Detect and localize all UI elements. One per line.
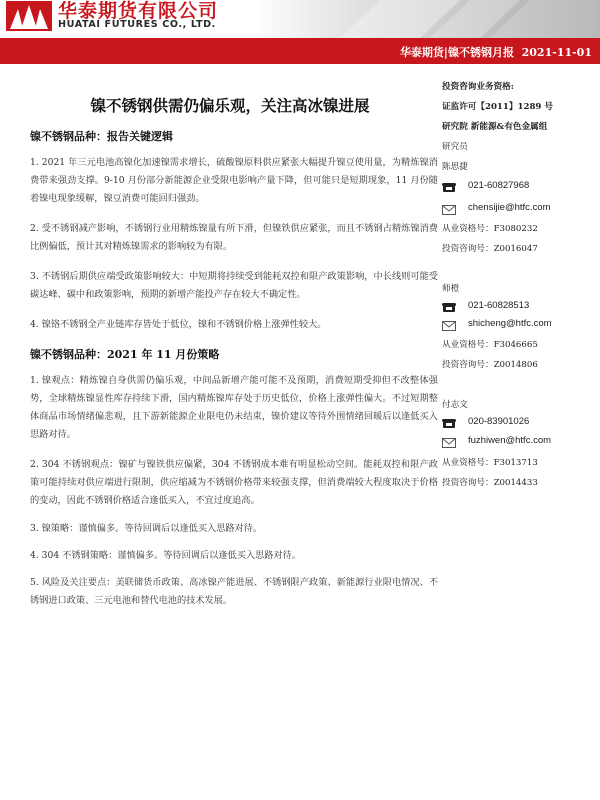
strategy-paragraph-2: 2. 304 不锈钢观点：镍矿与镍铁供应偏紧，304 不锈钢成本难有明显松动空间。能耗双控和限产政策可能持续对供应端进行限制，供应缩减为不锈钢价格带来较强支撑，但消费端较大程度取决于价格的变动，因此不锈钢价格适合逢低买入，不宜过度追高。 xyxy=(30,459,438,506)
department: 研究院 新能源&有色金属组 xyxy=(442,122,548,132)
logic-paragraph-1: 1. 2021 年三元电池高镍化加速镍需求增长，硫酸镍原料供应紧张大幅提升镍豆使用量，为精炼镍消费带来强劲支撑。9-10 月份部分新能源企业受限电影响产量下降，但可能只是短期现象，11 月份随着镍电现象缓解，镍豆消费可能回归强劲。 xyxy=(30,157,438,204)
analyst-email[interactable]: fuzhiwen@htfc.com xyxy=(468,435,552,446)
logic-paragraph-4: 4. 镍铬不锈钢全产业链库存皆处于低位，镍和不锈钢价格上涨弹性较大。 xyxy=(30,319,327,330)
analyst-email[interactable]: chensijie@htfc.com xyxy=(468,202,551,213)
company-name-cn: 华泰期货有限公司 xyxy=(58,0,219,22)
header-decoration xyxy=(320,0,600,38)
analyst-name: 师橙 xyxy=(442,284,460,294)
analyst-phone: 021-60828513 xyxy=(468,300,530,311)
researcher-role: 研究员 xyxy=(442,142,468,152)
strategy-paragraph-5: 5. 风险及关注要点：美联储货币政策、高冰镍产能进展、不锈钢限产政策、新能源行业限电情况、不锈钢进口政策、三元电池和替代电池的技术发展。 xyxy=(30,577,438,606)
qualification-title: 投资咨询业务资格: xyxy=(442,82,514,92)
analyst-consult-number: 投资咨询号：Z0016047 xyxy=(442,244,538,254)
logic-paragraph-3: 3. 不锈钢后期供应端受政策影响较大：中短期将持续受到能耗双控和限产政策影响，中长线则可能受碳达峰、碳中和政策影响，预期的新增产能投产存在较大不确定性。 xyxy=(30,271,438,300)
analyst-consult-number: 投资咨询号：Z0014806 xyxy=(442,360,538,370)
analyst-email[interactable]: shicheng@htfc.com xyxy=(468,318,552,329)
envelope-icon xyxy=(442,321,456,331)
band-series: 华泰期货|镍不锈钢月报 xyxy=(399,46,514,59)
phone-icon xyxy=(442,183,456,193)
envelope-icon xyxy=(442,205,456,215)
phone-icon xyxy=(442,303,456,313)
license-number: 证监许可【2011】1289 号 xyxy=(442,102,553,112)
analyst-name: 陈思捷 xyxy=(442,162,468,172)
band-label xyxy=(400,44,592,60)
report-header xyxy=(0,0,600,38)
strategy-paragraph-1: 1. 镍观点：精炼镍自身供需仍偏乐观，中间品新增产能可能不及预期，消费短期受抑但不改整体强势，全球精炼镍显性库存持续下滑，国内精炼镍库存处于历史低位，价格上涨弹性偏大。不过短期整体商品市场情绪偏悲观，且下游新能源企业限电仍未结束，镍价建议等待外围情绪回暖后以逢低买入思路对待。 xyxy=(30,375,438,440)
analyst-name: 付志文 xyxy=(442,400,468,410)
report-date: 2021-11-01 xyxy=(521,46,592,59)
report-title: 镍不锈钢供需仍偏乐观，关注高冰镍进展 xyxy=(90,96,370,115)
analyst-consult-number: 投资咨询号：Z0014433 xyxy=(442,478,538,488)
company-name-en: HUATAI FUTURES CO., LTD. xyxy=(58,19,216,30)
envelope-icon xyxy=(442,438,456,448)
analyst-cert-number: 从业资格号：F3080232 xyxy=(442,224,538,234)
phone-icon xyxy=(442,419,456,429)
analyst-cert-number: 从业资格号：F3013713 xyxy=(442,458,538,468)
logic-paragraph-2: 2. 受不锈钢减产影响，不锈钢行业用精炼镍量有所下滑，但镍铁供应紧张，而且不锈钢占精炼镍消费比例偏低，预计其对精炼镍需求的影响较为有限。 xyxy=(30,223,438,252)
section-heading-strategy: 镍不锈钢品种：2021 年 11 月份策略 xyxy=(30,348,220,361)
strategy-paragraph-3: 3. 镍策略：谨慎偏多。等待回调后以逢低买入思路对待。 xyxy=(30,523,263,534)
section-heading-logic: 镍不锈钢品种：报告关键逻辑 xyxy=(30,130,173,143)
analyst-cert-number: 从业资格号：F3046665 xyxy=(442,340,538,350)
report-band xyxy=(0,38,600,64)
analyst-phone: 021-60827968 xyxy=(468,180,530,191)
analyst-phone: 020-83901026 xyxy=(468,416,530,427)
strategy-paragraph-4: 4. 304 不锈钢策略：谨慎偏多。等待回调后以逢低买入思路对待。 xyxy=(30,550,302,561)
company-logo-icon xyxy=(6,1,52,31)
